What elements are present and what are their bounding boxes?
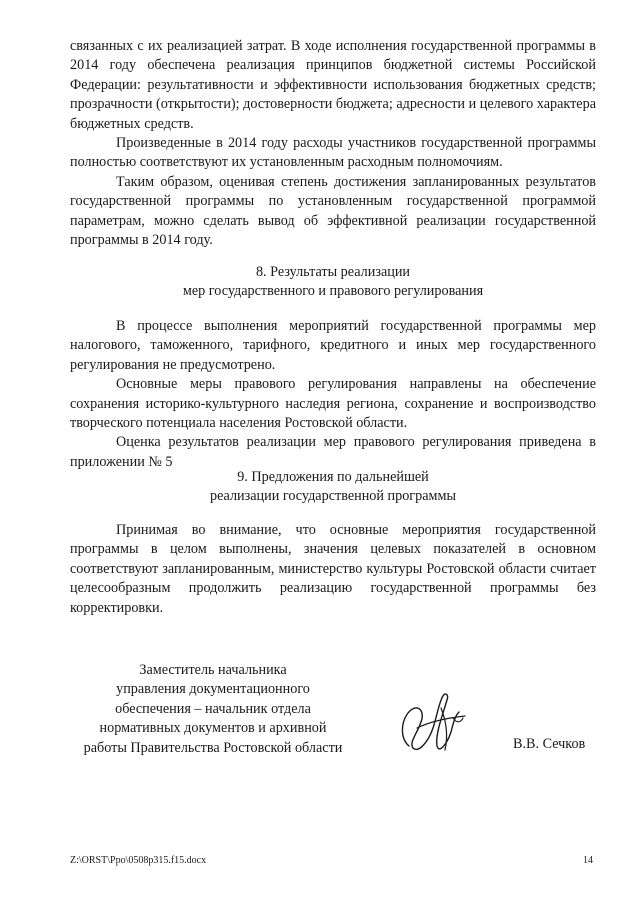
section-8-heading: [70, 263, 596, 302]
page-number: 14: [583, 855, 593, 866]
handwritten-signature: [395, 688, 475, 760]
signatory-position-line-5: работы Правительства Ростовской области: [83, 739, 343, 756]
section-8-title-line-2: мер государственного и правового регулирования: [182, 283, 484, 300]
signatory-position-line-4: нормативных документов и архивной: [99, 720, 327, 737]
signatory-position-line-3: обеспечения – начальник отдела: [115, 700, 311, 717]
intro-paragraph-1: связанных с их реализацией затрат. В ходе исполнения государственной программы в 2014 году обеспечена реализация принципов бюджетной системы Российской Федерации: результативности и эффективности использования бюджетных средств; прозрачности (открытости); достоверности бюджета; адресности и целевого характера бюджетных средств.: [70, 38, 596, 132]
section-9-title-line-1: 9. Предложения по дальнейшей: [237, 469, 429, 485]
section-8-title-line-1: 8. Результаты реализации: [255, 264, 411, 280]
section-9-paragraph-1: Принимая во внимание, что основные мероприятия государственной программы в целом выполнены, значения целевых показателей в основном соответствуют запланированным, министерство культуры Ростовской области считает целесообразным продолжить реализацию государственной программы без корректировки.: [70, 522, 596, 616]
section-9-text: [70, 521, 596, 618]
signer-name: В.В. Сечков: [513, 736, 586, 752]
signatory-position-line-2: управления документационного: [116, 681, 310, 698]
section-8-paragraph-3: Оценка результатов реализации мер правового регулирования приведена в приложении № 5: [70, 434, 596, 470]
section-8-paragraph-2: Основные меры правового регулирования направлены на обеспечение сохранения историко-культурного наследия региона, сохранение и воспроизводство творческого потенциала населения Ростовской области.: [70, 376, 596, 432]
signatory-position-line-1: Заместитель начальника: [139, 662, 287, 678]
intro-paragraph-3: Таким образом, оценивая степень достижения запланированных результатов государственной программы по установленным государственной программой параметрам, можно сделать вывод об эффективной реализации государственной программы в 2014 году.: [70, 173, 596, 249]
signatory-position: [70, 661, 356, 758]
intro-paragraph-2: Произведенные в 2014 году расходы участников государственной программы полностью соответствуют их установленным расходным полномочиям.: [70, 135, 596, 171]
section-9-title-line-2: реализации государственной программы: [209, 488, 457, 505]
section-8-paragraph-1: В процессе выполнения мероприятий государственной программы мер налогового, таможенного, тарифного, кредитного и иных мер государственного регулирования не предусмотрено.: [70, 318, 596, 373]
section-9-heading: [70, 468, 596, 507]
section-8-text: [70, 317, 596, 472]
footer-file-path: Z:\ORST\Ppo\0508p315.f15.docx: [70, 855, 207, 866]
intro-text: [70, 37, 596, 250]
